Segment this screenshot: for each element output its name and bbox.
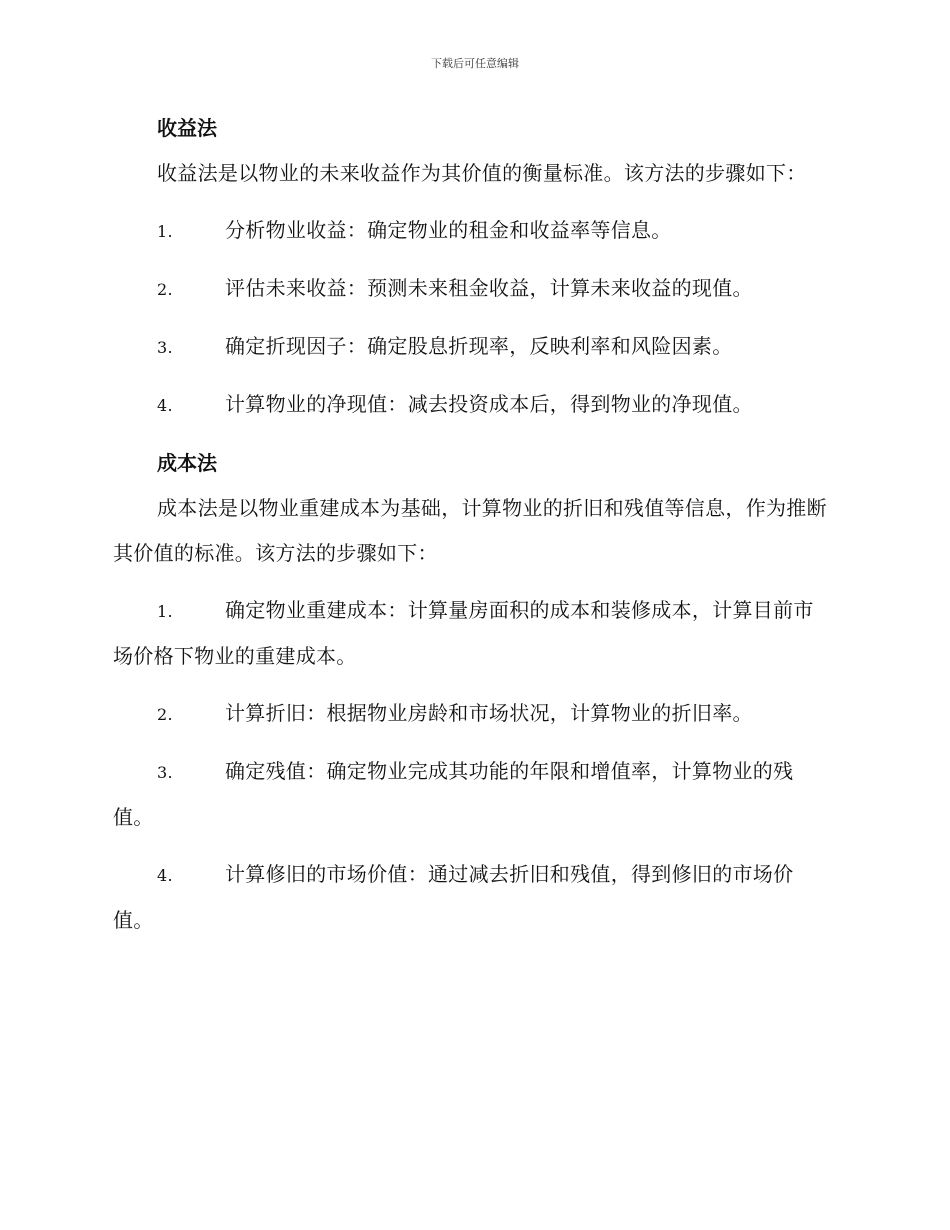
section-intro: 成本法是以物业重建成本为基础，计算物业的折旧和残值等信息，作为推断其价值的标准。该方法的步骤如下： [113, 496, 827, 565]
list-number: 4. [157, 866, 173, 885]
list-item [113, 208, 833, 254]
list-text: 确定物业重建成本：计算量房面积的成本和装修成本，计算目前市场价格下物业的重建成本。 [113, 598, 814, 668]
section-intro: 收益法是以物业的未来收益作为其价值的衡量标准。该方法的步骤如下： [157, 161, 807, 185]
list-number: 2. [157, 280, 173, 299]
list-text: 分析物业收益：确定物业的租金和收益率等信息。 [225, 218, 672, 242]
list-item [113, 852, 833, 943]
section-income-approach [113, 105, 833, 428]
list-text: 计算修旧的市场价值：通过减去折旧和残值，得到修旧的市场价值。 [113, 862, 794, 932]
list-item [113, 266, 833, 312]
document-body [113, 105, 833, 955]
header-note: 下载后可任意编辑 [431, 57, 519, 70]
list-number: 3. [157, 763, 173, 782]
list-item [113, 588, 833, 679]
list-number: 2. [157, 705, 173, 724]
list-text: 计算物业的净现值：减去投资成本后，得到物业的净现值。 [225, 392, 753, 416]
list-number: 4. [157, 396, 173, 415]
section-heading: 收益法 [157, 116, 217, 140]
section-heading: 成本法 [157, 451, 217, 475]
list-text: 评估未来收益：预测未来租金收益，计算未来收益的现值。 [225, 276, 753, 300]
list-item [113, 749, 833, 840]
list-text: 确定残值：确定物业完成其功能的年限和增值率，计算物业的残值。 [113, 759, 794, 829]
list-item [113, 691, 833, 737]
list-item [113, 382, 833, 428]
list-text: 确定折现因子：确定股息折现率，反映利率和风险因素。 [225, 334, 733, 358]
list-number: 1. [157, 222, 173, 241]
list-item [113, 324, 833, 370]
list-text: 计算折旧：根据物业房龄和市场状况，计算物业的折旧率。 [225, 701, 753, 725]
list-number: 1. [157, 602, 173, 621]
list-number: 3. [157, 338, 173, 357]
section-cost-approach [113, 440, 833, 943]
